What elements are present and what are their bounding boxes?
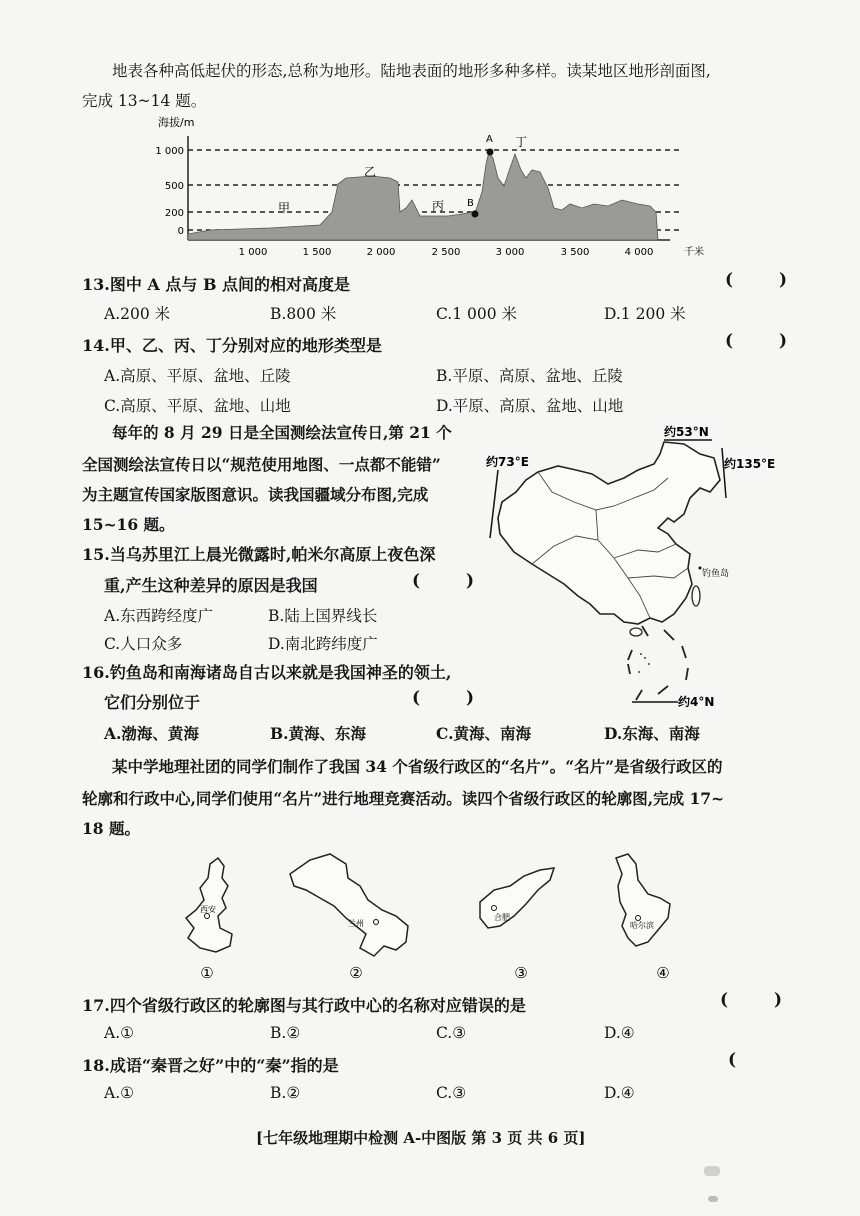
q18-option-d[interactable]: D.④ (604, 1084, 635, 1102)
intro-13-14-line2: 完成 13~14 题。 (82, 92, 207, 110)
q14-option-b[interactable]: B.平原、高原、盆地、丘陵 (436, 367, 623, 385)
terrain-profile-chart (150, 112, 710, 260)
intro-15-16-line4: 15~16 题。 (82, 515, 175, 534)
q16-option-b[interactable]: B.黄海、东海 (270, 724, 366, 743)
province-1-number: ① (200, 964, 214, 982)
map-south-label: 约4°N (678, 695, 715, 709)
q16-stem-line1: 16.钓鱼岛和南海诸岛自古以来就是我国神圣的领土, (82, 663, 452, 682)
south-china-sea-dash-line (628, 626, 688, 700)
q18-stem: 18.成语“秦晋之好”中的“秦”指的是 (82, 1056, 339, 1075)
map-east-label: 约135°E (724, 457, 776, 471)
china-mainland-outline (498, 442, 720, 624)
x-axis-unit: 千米 (684, 247, 704, 258)
q15-option-c[interactable]: C.人口众多 (104, 635, 183, 653)
intro-17-18-line1: 某中学地理社团的同学们制作了我国 34 个省级行政区的“名片”。“名片”是省级行政区的 (112, 757, 723, 776)
q16-answer-paren[interactable]: ( ) (412, 688, 495, 708)
intro-17-18-line2: 轮廓和行政中心,同学们使用“名片”进行地理竞赛活动。读四个省级行政区的轮廓图,完成 17~ (82, 789, 725, 808)
y-tick-500: 500 (164, 181, 184, 192)
q17-option-c[interactable]: C.③ (436, 1024, 467, 1042)
x-tick-3500: 3 500 (560, 247, 590, 258)
q14-answer-paren[interactable]: ( ) (725, 331, 808, 351)
q18-option-c[interactable]: C.③ (436, 1084, 467, 1102)
q15-option-b[interactable]: B.陆上国界线长 (268, 607, 378, 625)
x-tick-3000: 3 000 (495, 247, 525, 258)
intro-15-16-line3: 为主题宣传国家版图意识。读我国疆域分布图,完成 (82, 485, 429, 504)
q13-option-c[interactable]: C.1 000 米 (436, 305, 518, 323)
label-bing: 丙 (432, 199, 445, 213)
q15-answer-paren[interactable]: ( ) (412, 571, 495, 591)
q14-stem: 14.甲、乙、丙、丁分别对应的地形类型是 (82, 336, 382, 355)
province-2-city-label: 兰州 (348, 919, 364, 928)
point-b-marker (472, 211, 479, 218)
diaoyu-island-label: 钓鱼岛 (702, 569, 730, 579)
label-jia: 甲 (278, 201, 291, 215)
q15-stem-line2: 重,产生这种差异的原因是我国 (104, 576, 318, 595)
taiwan-island (692, 586, 700, 606)
q17-answer-paren[interactable]: ( ) (720, 990, 803, 1010)
province-4-number: ④ (656, 964, 670, 982)
x-tick-1500: 1 500 (302, 247, 332, 258)
q17-stem: 17.四个省级行政区的轮廓图与其行政中心的名称对应错误的是 (82, 996, 526, 1015)
map-north-label: 约53°N (664, 425, 709, 439)
province-4-city-label: 哈尔滨 (630, 921, 654, 930)
q14-option-a[interactable]: A.高原、平原、盆地、丘陵 (104, 367, 291, 385)
province-2-outline (290, 854, 408, 956)
q14-option-d[interactable]: D.平原、高原、盆地、山地 (436, 397, 624, 415)
province-outlines-figure (170, 846, 690, 982)
south-sea-islands (638, 654, 650, 672)
page-footer: [七年级地理期中检测 A-中图版 第 3 页 共 6 页] (256, 1129, 586, 1147)
q13-stem: 13.图中 A 点与 B 点间的相对高度是 (82, 275, 351, 294)
point-a-marker (487, 149, 494, 156)
terrain-profile-shape (188, 152, 658, 240)
scan-speck (704, 1166, 720, 1176)
q16-option-a[interactable]: A.渤海、黄海 (104, 724, 199, 743)
province-3-outline (480, 868, 554, 928)
province-4-outline (616, 854, 670, 946)
q18-option-b[interactable]: B.② (270, 1084, 301, 1102)
y-tick-200: 200 (164, 208, 184, 219)
scan-speck (708, 1196, 718, 1202)
point-b-label: B (467, 198, 474, 209)
q18-answer-paren[interactable]: ( (728, 1050, 757, 1070)
profile-y-axis-title: 海拔/m (158, 116, 195, 129)
q18-option-a[interactable]: A.① (104, 1084, 135, 1102)
x-tick-2500: 2 500 (431, 247, 461, 258)
province-3-number: ③ (514, 964, 528, 982)
q17-option-a[interactable]: A.① (104, 1024, 135, 1042)
q17-option-d[interactable]: D.④ (604, 1024, 635, 1042)
intro-13-14-line1: 地表各种高低起伏的形态,总称为地形。陆地表面的地形多种多样。读某地区地形剖面图, (112, 62, 711, 80)
q15-option-d[interactable]: D.南北跨纬度广 (268, 635, 378, 653)
intro-15-16-line2: 全国测绘法宣传日以“规范使用地图、一点都不能错” (82, 455, 441, 474)
q13-option-d[interactable]: D.1 200 米 (604, 305, 686, 323)
y-tick-0: 0 (177, 226, 184, 237)
q16-option-d[interactable]: D.东海、南海 (604, 724, 700, 743)
china-territory-map (478, 418, 778, 716)
hainan-island (630, 628, 642, 636)
province-3-city-label: 合肥 (494, 913, 510, 922)
intro-17-18-line3: 18 题。 (82, 819, 140, 838)
y-tick-1000: 1 000 (155, 146, 184, 157)
q16-option-c[interactable]: C.黄海、南海 (436, 724, 531, 743)
province-2-number: ② (349, 964, 363, 982)
x-tick-1000: 1 000 (238, 247, 268, 258)
map-west-line (490, 470, 498, 538)
label-yi: 乙 (364, 165, 377, 179)
q16-stem-line2: 它们分别位于 (104, 693, 201, 712)
q14-option-c[interactable]: C.高原、平原、盆地、山地 (104, 397, 291, 415)
intro-15-16-line1: 每年的 8 月 29 日是全国测绘法宣传日,第 21 个 (112, 423, 452, 442)
q13-option-a[interactable]: A.200 米 (104, 305, 171, 323)
q13-option-b[interactable]: B.800 米 (270, 305, 337, 323)
map-east-line (722, 448, 726, 498)
x-tick-4000: 4 000 (624, 247, 654, 258)
q15-option-a[interactable]: A.东西跨经度广 (104, 607, 214, 625)
q17-option-b[interactable]: B.② (270, 1024, 301, 1042)
q13-answer-paren[interactable]: ( ) (725, 270, 808, 290)
map-west-label: 约73°E (486, 455, 529, 469)
x-tick-2000: 2 000 (366, 247, 396, 258)
label-ding: 丁 (515, 135, 528, 149)
province-1-city-label: 西安 (200, 905, 216, 914)
q15-stem-line1: 15.当乌苏里江上晨光微露时,帕米尔高原上夜色深 (82, 545, 436, 564)
point-a-label: A (486, 134, 493, 145)
